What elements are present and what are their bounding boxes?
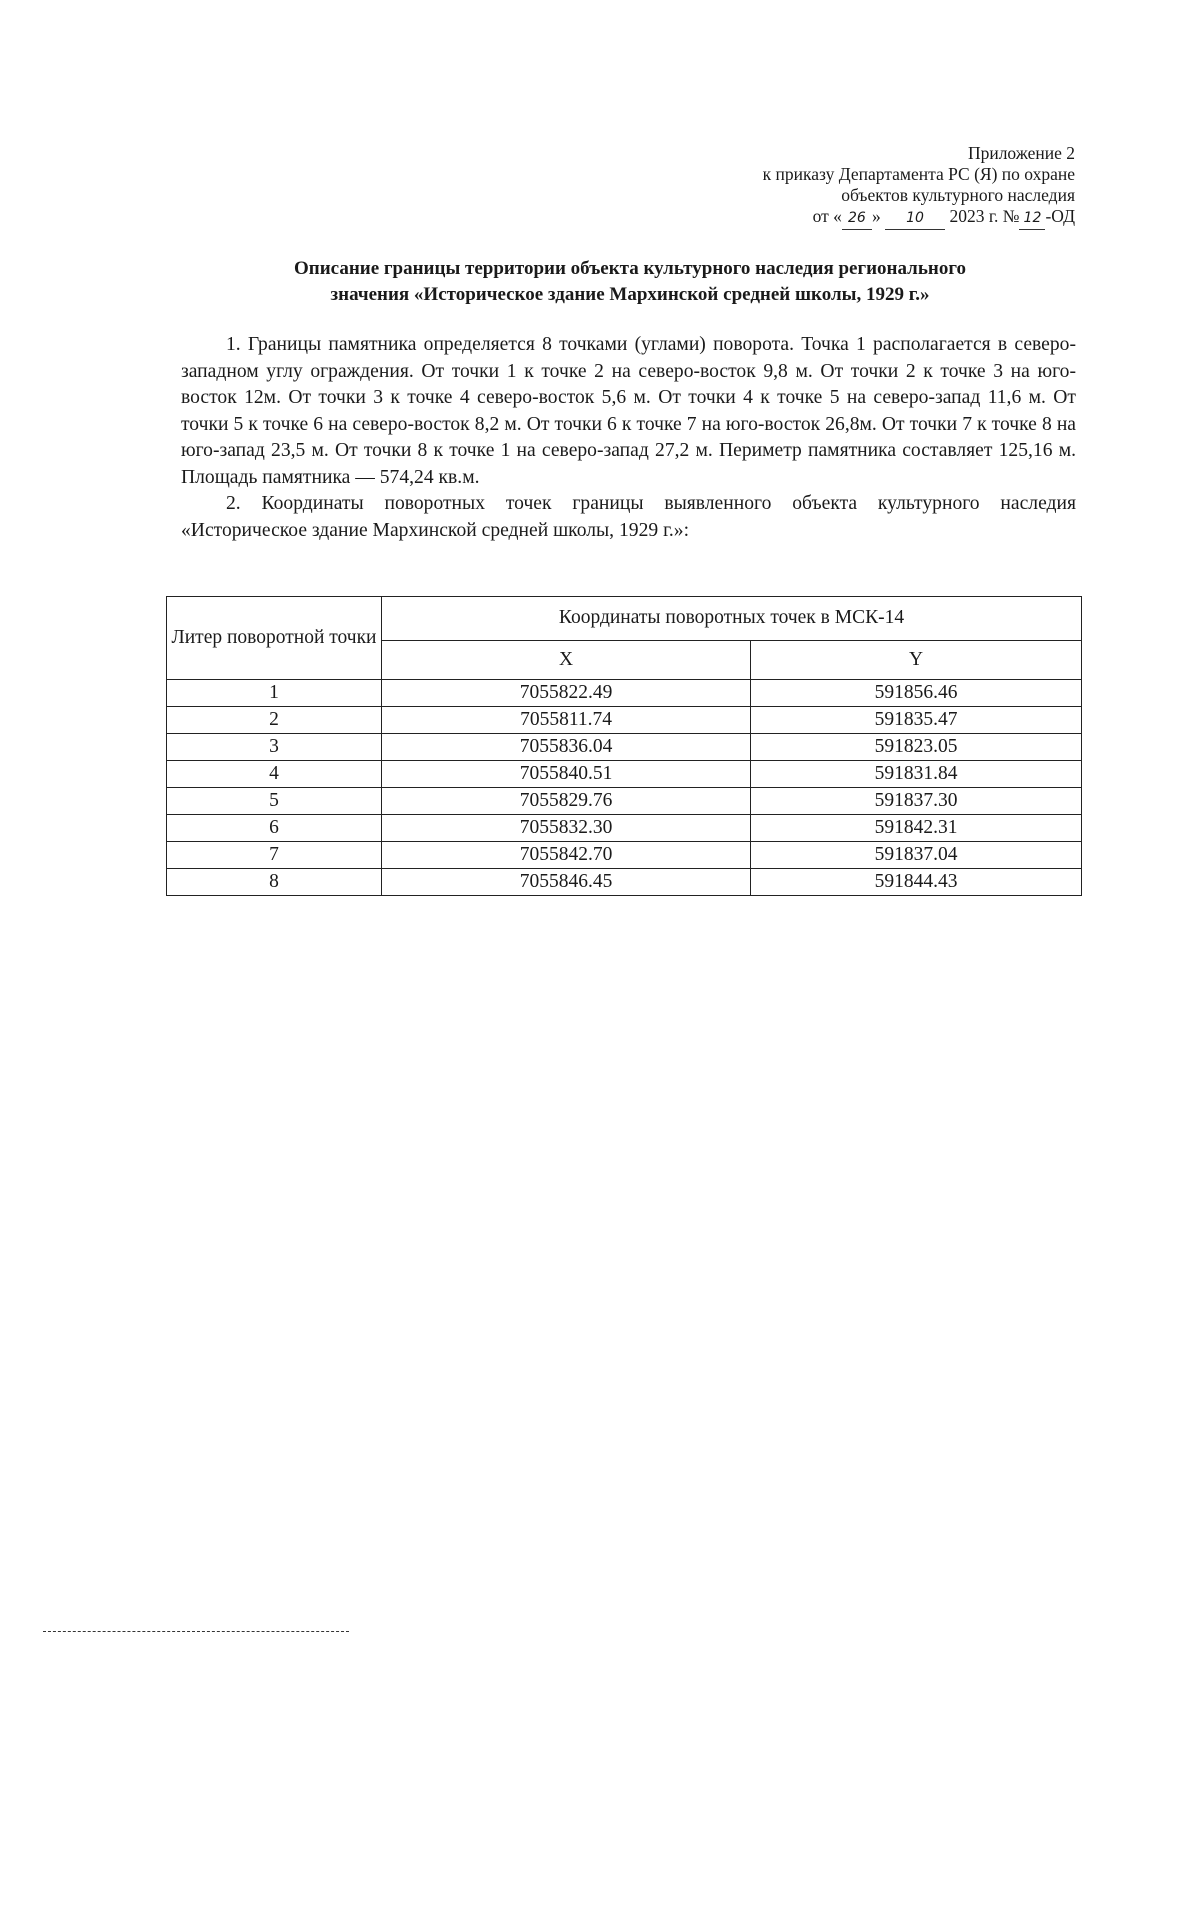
appendix-title: Приложение 2 (967, 143, 1075, 163)
cell-x: 7055822.49 (382, 680, 751, 707)
footnote-separator (43, 1631, 349, 1632)
coordinates-table (166, 596, 1082, 896)
cell-x: 7055842.70 (382, 842, 751, 869)
document-title (165, 256, 1095, 308)
table-row (167, 734, 1082, 761)
date-year: 2023 г. № (949, 206, 1020, 226)
cell-x: 7055832.30 (382, 815, 751, 842)
cell-y: 591837.30 (751, 788, 1082, 815)
header-y: Y (751, 640, 1082, 679)
cell-x: 7055811.74 (382, 707, 751, 734)
table-row (167, 869, 1082, 896)
title-line-1: Описание границы территории объекта культурного наследия регионального (294, 258, 966, 279)
table-row (167, 761, 1082, 788)
appendix-header (763, 143, 1075, 230)
paragraph-boundaries: 1. Границы памятника определяется 8 точками (углами) поворота. Точка 1 располагается в северо-западном углу ограждения. От точки 1 к точке 2 на северо-восток 9,8 м. От точки 2 к точке 3 на юго-восток 12м. От точки 3 к точке 4 северо-восток 5,6 м. От точки 4 к точке 5 на северо-запад 11,6 м. От точки 5 к точке 6 на северо-восток 8,2 м. От точки 6 к точке 7 на юго-восток 26,8м. От точки 7 к точке 8 на юго-запад 23,5 м. От точки 8 к точке 1 на северо-запад 27,2 м. Периметр памятника составляет 125,16 м. Площадь памятника — 574,24 кв.м. (181, 334, 1076, 488)
cell-point: 4 (167, 761, 382, 788)
table-row (167, 707, 1082, 734)
date-day-handwritten: 26 (842, 208, 872, 230)
cell-point: 6 (167, 815, 382, 842)
order-number-suffix: -ОД (1045, 206, 1075, 226)
cell-y: 591842.31 (751, 815, 1082, 842)
cell-point: 8 (167, 869, 382, 896)
appendix-date-line (763, 206, 1075, 230)
cell-y: 591844.43 (751, 869, 1082, 896)
date-mid: » (871, 206, 881, 226)
cell-x: 7055829.76 (382, 788, 751, 815)
table-row (167, 815, 1082, 842)
cell-point: 5 (167, 788, 382, 815)
date-prefix: от « (812, 206, 842, 226)
appendix-order-ref: к приказу Департамента РС (Я) по охране (762, 164, 1075, 184)
appendix-order-subject: объектов культурного наследия (841, 185, 1075, 205)
cell-y: 591856.46 (751, 680, 1082, 707)
table-row (167, 842, 1082, 869)
cell-y: 591831.84 (751, 761, 1082, 788)
table-row (167, 788, 1082, 815)
title-line-2: значения «Историческое здание Мархинской средней школы, 1929 г.» (330, 284, 930, 305)
cell-point: 7 (167, 842, 382, 869)
cell-x: 7055840.51 (382, 761, 751, 788)
header-coordinates-group: Координаты поворотных точек в МСК-14 (382, 597, 1082, 641)
header-point-label: Литер поворотной точки (167, 597, 382, 680)
cell-point: 2 (167, 707, 382, 734)
header-x: X (382, 640, 751, 679)
order-number-handwritten: 12 (1019, 208, 1045, 230)
paragraph-coordinates-intro: 2. Координаты поворотных точек границы выявленного объекта культурного наследия «Историческое здание Мархинской средней школы, 1929 г.»: (181, 493, 1076, 541)
cell-y: 591823.05 (751, 734, 1082, 761)
cell-x: 7055836.04 (382, 734, 751, 761)
date-month-handwritten: 10 (885, 208, 945, 230)
cell-point: 1 (167, 680, 382, 707)
table-row (167, 680, 1082, 707)
cell-y: 591837.04 (751, 842, 1082, 869)
cell-point: 3 (167, 734, 382, 761)
cell-y: 591835.47 (751, 707, 1082, 734)
document-body (181, 332, 1076, 544)
cell-x: 7055846.45 (382, 869, 751, 896)
